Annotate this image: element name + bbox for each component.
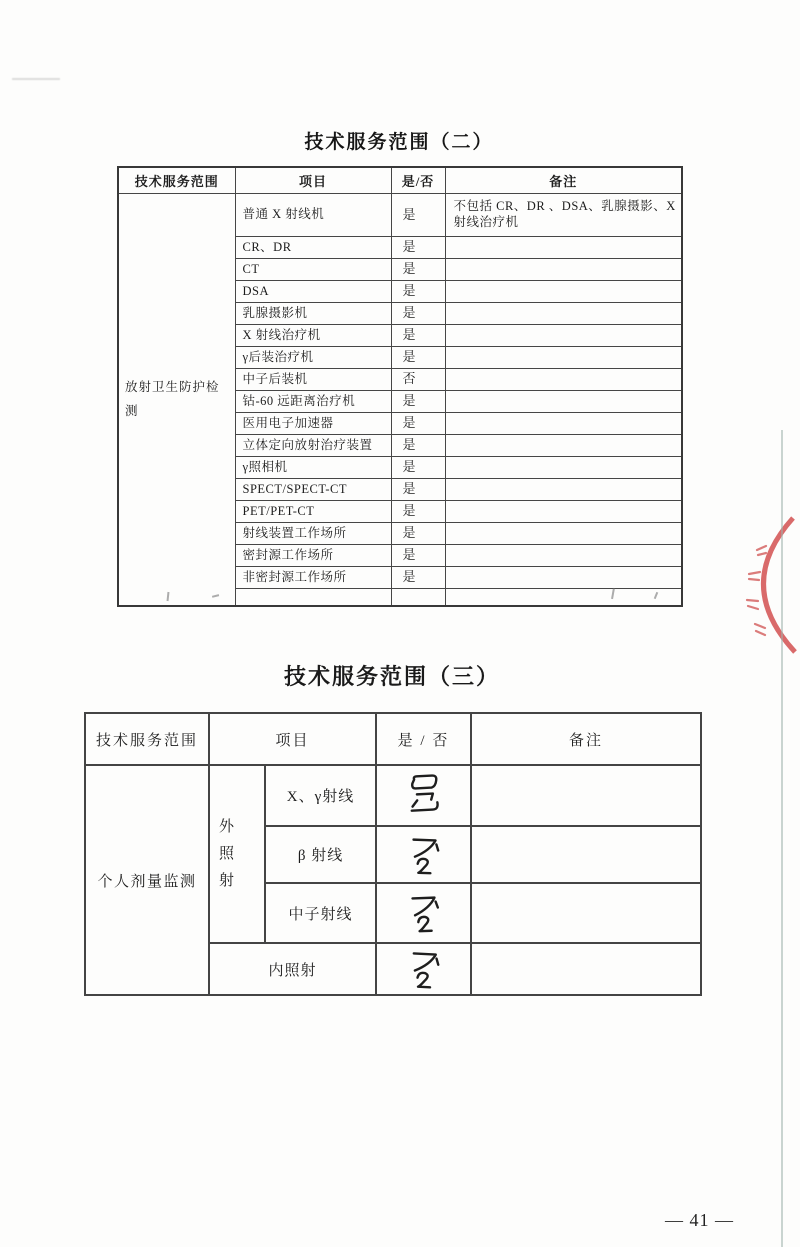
col-header-scope: 技术服务范围 bbox=[85, 713, 209, 765]
item-cell: DSA bbox=[235, 281, 391, 303]
remark-cell bbox=[445, 347, 682, 369]
remark-cell bbox=[471, 883, 701, 943]
red-seal-stamp-partial-icon bbox=[733, 512, 800, 658]
yes-no-cell bbox=[376, 765, 471, 826]
yes-no-cell: 是 bbox=[391, 347, 445, 369]
item-cell: SPECT/SPECT-CT bbox=[235, 479, 391, 501]
item-cell: 内照射 bbox=[209, 943, 376, 995]
service-scope-3-table-wrap bbox=[84, 712, 702, 996]
col-header-item: 项目 bbox=[209, 713, 376, 765]
col-header-item: 项目 bbox=[235, 167, 391, 194]
scan-page-edge-line bbox=[781, 430, 783, 1247]
item-cell: CR、DR bbox=[235, 237, 391, 259]
yes-no-cell: 是 bbox=[391, 545, 445, 567]
item-cell: 中子射线 bbox=[265, 883, 376, 943]
table-row bbox=[118, 194, 682, 237]
handwritten-no-mark bbox=[404, 944, 442, 994]
yes-no-cell: 是 bbox=[391, 259, 445, 281]
yes-no-cell: 否 bbox=[391, 369, 445, 391]
item-cell: 非密封源工作场所 bbox=[235, 567, 391, 589]
table-3-title: 技术服务范围（三） bbox=[283, 664, 500, 689]
remark-cell bbox=[445, 479, 682, 501]
item-cell: 密封源工作场所 bbox=[235, 545, 391, 567]
yes-no-cell: 是 bbox=[391, 567, 445, 589]
yes-no-cell bbox=[376, 826, 471, 883]
col-header-yesno: 是/否 bbox=[391, 167, 445, 194]
col-header-remark: 备注 bbox=[445, 167, 682, 194]
remark-cell bbox=[445, 259, 682, 281]
item-cell: 立体定向放射治疗装置 bbox=[235, 435, 391, 457]
remark-cell bbox=[445, 523, 682, 545]
yes-no-cell: 是 bbox=[391, 457, 445, 479]
handwritten-no-mark bbox=[405, 888, 443, 937]
col-header-yesno: 是 / 否 bbox=[376, 713, 471, 765]
item-cell: 乳腺摄影机 bbox=[235, 303, 391, 325]
header-row bbox=[118, 167, 682, 194]
yes-no-cell: 是 bbox=[391, 391, 445, 413]
remark-cell bbox=[445, 435, 682, 457]
header-row bbox=[85, 713, 701, 765]
item-cell: 射线装置工作场所 bbox=[235, 523, 391, 545]
item-cell: 医用电子加速器 bbox=[235, 413, 391, 435]
remark-cell bbox=[445, 281, 682, 303]
yes-no-cell: 是 bbox=[391, 413, 445, 435]
remark-cell bbox=[445, 545, 682, 567]
group-cell: 外 照 射 bbox=[209, 765, 265, 943]
remark-cell bbox=[445, 303, 682, 325]
yes-no-cell: 是 bbox=[391, 325, 445, 347]
page-number: — 41 — bbox=[665, 1210, 734, 1230]
remark-cell bbox=[445, 413, 682, 435]
item-cell: 中子后装机 bbox=[235, 369, 391, 391]
remark-cell bbox=[445, 369, 682, 391]
remark-cell bbox=[471, 826, 701, 883]
item-cell: 钴-60 远距离治疗机 bbox=[235, 391, 391, 413]
item-cell: β 射线 bbox=[265, 826, 376, 883]
yes-no-cell bbox=[376, 883, 471, 943]
remark-cell bbox=[445, 567, 682, 589]
remark-cell bbox=[445, 325, 682, 347]
col-header-scope: 技术服务范围 bbox=[118, 167, 235, 194]
yes-no-cell: 是 bbox=[391, 523, 445, 545]
service-scope-2-table-wrap bbox=[117, 166, 683, 607]
yes-no-cell: 是 bbox=[391, 237, 445, 259]
yes-no-cell bbox=[391, 589, 445, 607]
item-cell: 普通 X 射线机 bbox=[235, 194, 391, 237]
yes-no-cell: 是 bbox=[391, 281, 445, 303]
item-cell bbox=[235, 589, 391, 607]
table-2-title: 技术服务范围（二） bbox=[304, 132, 494, 153]
remark-cell bbox=[445, 391, 682, 413]
yes-no-cell: 是 bbox=[391, 194, 445, 237]
remark-cell bbox=[445, 457, 682, 479]
item-cell: γ照相机 bbox=[235, 457, 391, 479]
remark-cell bbox=[471, 765, 701, 826]
remark-cell bbox=[445, 589, 682, 607]
service-scope-3-table bbox=[84, 712, 702, 996]
col-header-remark: 备注 bbox=[471, 713, 701, 765]
scan-smudge bbox=[12, 78, 60, 80]
item-cell: γ后装治疗机 bbox=[235, 347, 391, 369]
handwritten-yes-mark bbox=[402, 771, 444, 819]
yes-no-cell bbox=[376, 943, 471, 995]
remark-cell bbox=[445, 501, 682, 523]
service-scope-2-table bbox=[117, 166, 683, 607]
yes-no-cell: 是 bbox=[391, 435, 445, 457]
remark-cell: 不包括 CR、DR 、DSA、乳腺摄影、X 射线治疗机 bbox=[445, 194, 682, 237]
remark-cell bbox=[445, 237, 682, 259]
category-cell: 个人剂量监测 bbox=[85, 765, 209, 995]
yes-no-cell: 是 bbox=[391, 479, 445, 501]
handwritten-no-mark bbox=[405, 830, 443, 879]
yes-no-cell: 是 bbox=[391, 303, 445, 325]
table-row bbox=[85, 765, 701, 826]
item-cell: CT bbox=[235, 259, 391, 281]
remark-cell bbox=[471, 943, 701, 995]
item-cell: X 射线治疗机 bbox=[235, 325, 391, 347]
item-cell: PET/PET-CT bbox=[235, 501, 391, 523]
category-cell: 放射卫生防护检测 bbox=[118, 194, 235, 607]
yes-no-cell: 是 bbox=[391, 501, 445, 523]
item-cell: X、γ射线 bbox=[265, 765, 376, 826]
